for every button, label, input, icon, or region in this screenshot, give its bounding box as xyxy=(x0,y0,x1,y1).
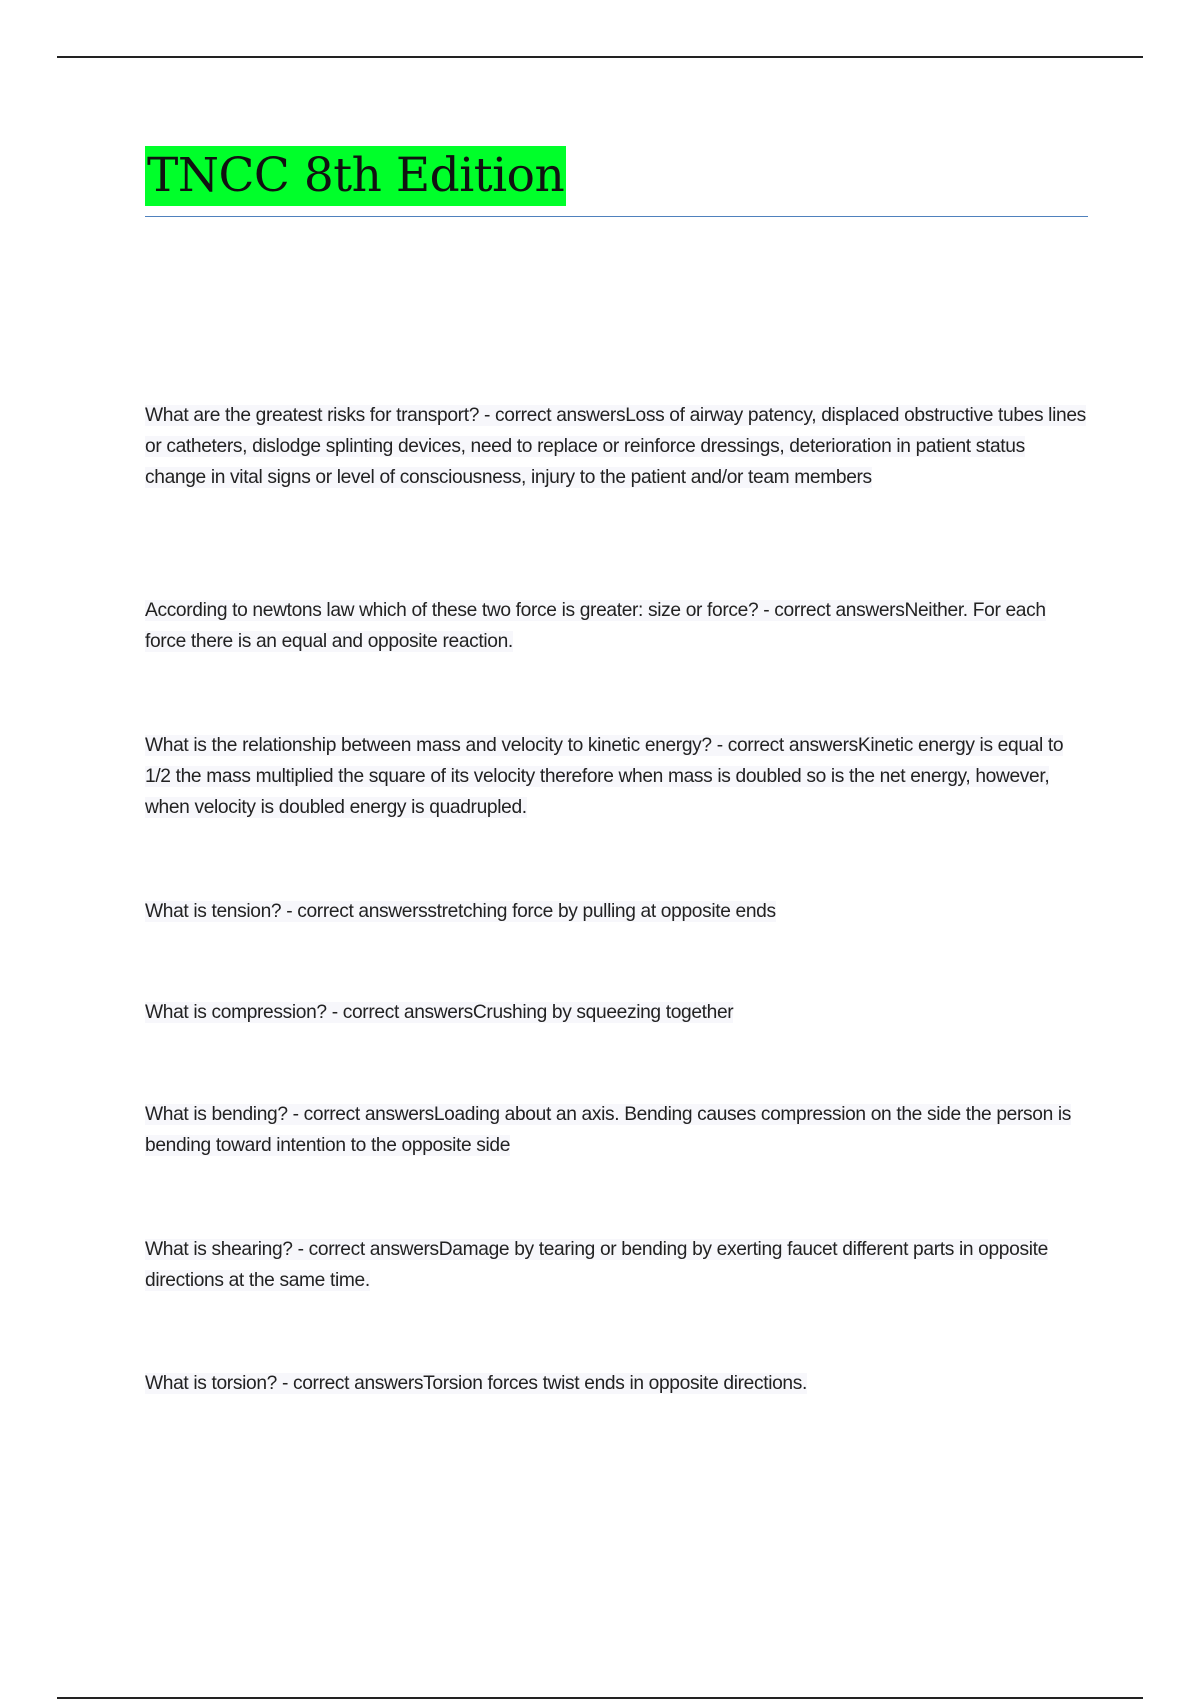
qa-entry-tension xyxy=(145,896,1090,927)
page-top-rule xyxy=(57,56,1143,58)
qa-entry-text: What is torsion? - correct answersTorsion forces twist ends in opposite directions. xyxy=(145,1373,807,1394)
qa-entry-torsion xyxy=(145,1368,1090,1399)
qa-entry-newtons-law xyxy=(145,595,1090,657)
qa-entry-text: What is bending? - correct answersLoading about an axis. Bending causes compression on the side the person is bending toward intention to the opposite side xyxy=(145,1104,1072,1156)
qa-entry-bending xyxy=(145,1099,1090,1161)
qa-entry-transport-risks xyxy=(145,400,1090,493)
document-heading xyxy=(145,146,1088,217)
qa-entry-shearing xyxy=(145,1234,1090,1296)
qa-entry-kinetic-energy xyxy=(145,730,1090,823)
qa-entry-text: What are the greatest risks for transport? - correct answersLoss of airway patency, displaced obstructive tubes lines or catheters, dislodge splinting devices, need to replace or reinforce dressings, deterioration in patient status change in vital signs or level of consciousness, injury to the patient and/or team members xyxy=(145,405,1086,488)
qa-entry-compression xyxy=(145,997,1090,1028)
qa-entry-text: What is compression? - correct answersCrushing by squeezing together xyxy=(145,1002,734,1023)
qa-entry-text: What is tension? - correct answersstretching force by pulling at opposite ends xyxy=(145,901,776,922)
qa-entry-text: According to newtons law which of these two force is greater: size or force? - correct answersNeither. For each force there is an equal and opposite reaction. xyxy=(145,600,1046,652)
qa-entry-text: What is the relationship between mass and velocity to kinetic energy? - correct answersKinetic energy is equal to 1/2 the mass multiplied the square of its velocity therefore when mass is doubled so is the net energy, however, when velocity is doubled energy is quadrupled. xyxy=(145,735,1064,818)
document-title: TNCC 8th Edition xyxy=(145,146,566,206)
qa-entry-text: What is shearing? - correct answersDamage by tearing or bending by exerting faucet different parts in opposite directions at the same time. xyxy=(145,1239,1048,1291)
page-bottom-rule xyxy=(57,1697,1143,1699)
